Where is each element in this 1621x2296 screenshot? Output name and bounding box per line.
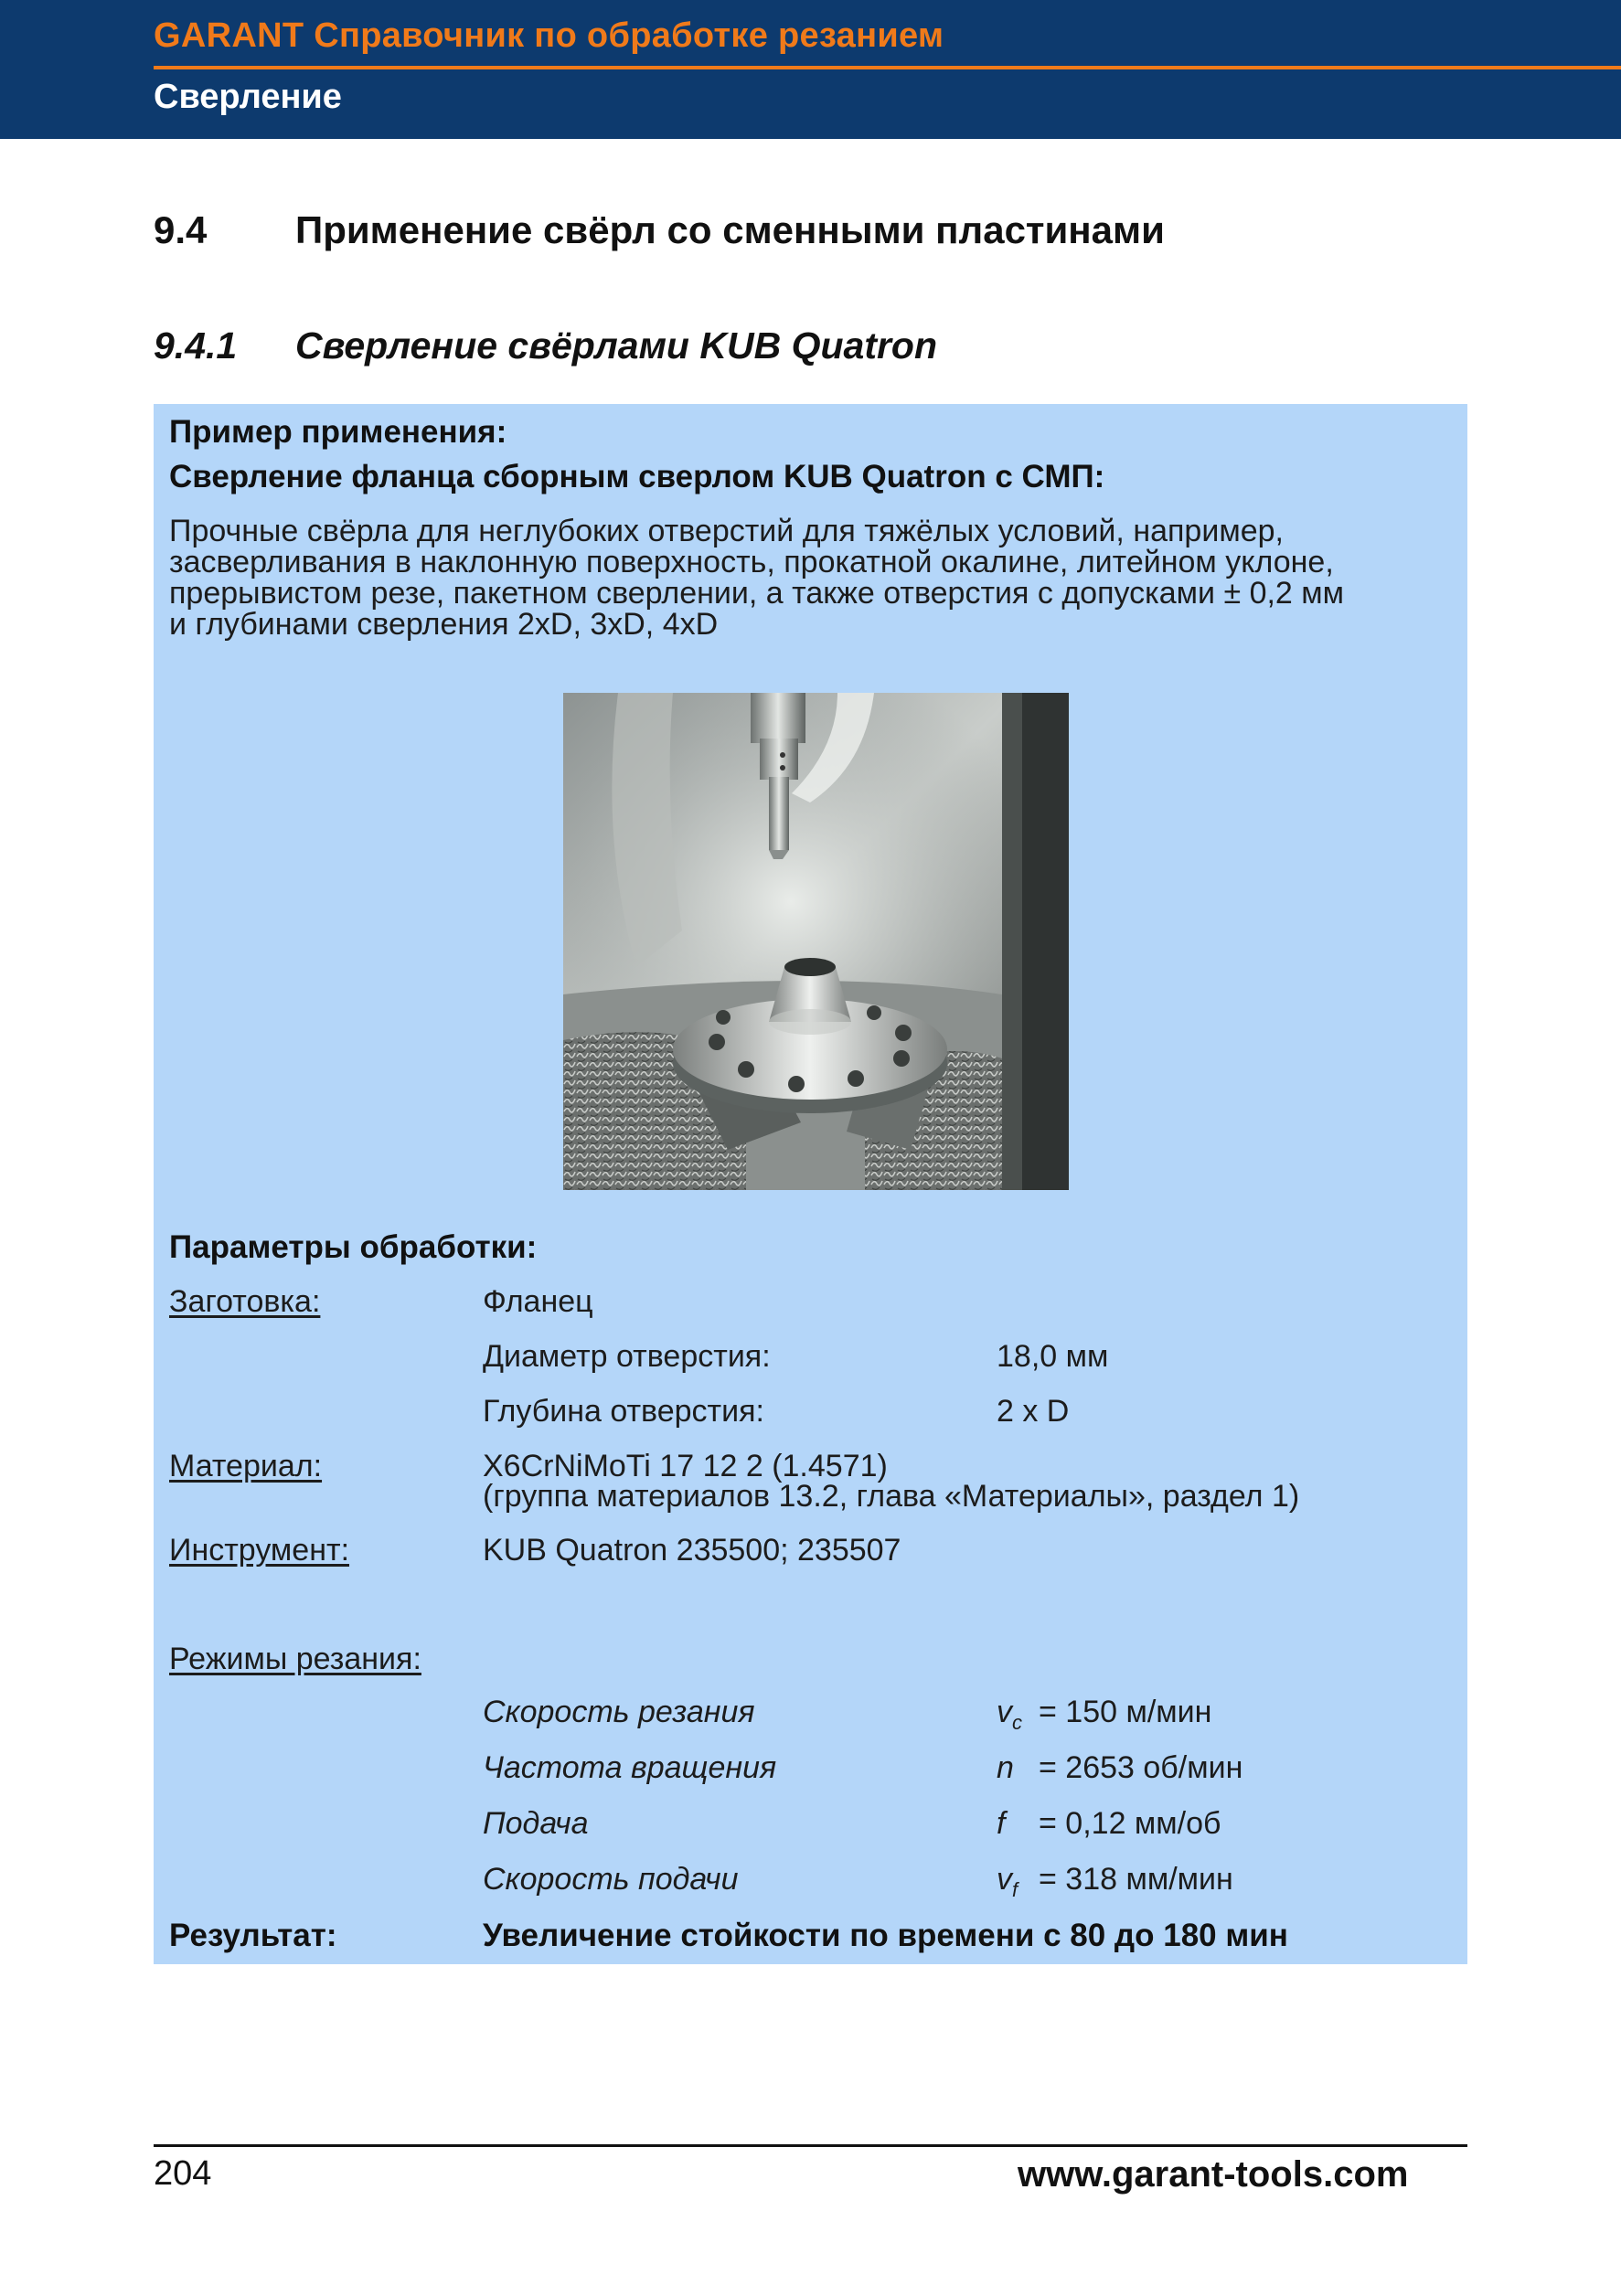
heading-number: 9.4 bbox=[154, 208, 208, 251]
example-title: Сверление фланца сборным сверлом KUB Quatron с СМП: bbox=[169, 459, 1105, 494]
subheading-number: 9.4.1 bbox=[154, 324, 238, 367]
mode-name: Частота вращения bbox=[483, 1750, 777, 1785]
mode-value: = 0,12 мм/об bbox=[1039, 1806, 1221, 1841]
footer-divider bbox=[154, 2144, 1467, 2147]
header-section: Сверление bbox=[154, 78, 342, 116]
mode-value: = 150 м/мин bbox=[1039, 1695, 1212, 1729]
params-title: Параметры обработки: bbox=[169, 1229, 538, 1265]
material-value: X6CrNiMoTi 17 12 2 (1.4571) bbox=[483, 1449, 888, 1483]
footer-url[interactable]: www.garant-tools.com bbox=[1018, 2154, 1409, 2195]
mode-name: Скорость резания bbox=[483, 1695, 755, 1729]
page-number: 204 bbox=[154, 2154, 212, 2193]
hole-depth-label: Глубина отверстия: bbox=[483, 1394, 764, 1429]
description-line: Прочные свёрла для неглубоких отверстий для тяжёлых условий, например, bbox=[169, 514, 1284, 548]
mode-value: = 318 мм/мин bbox=[1039, 1862, 1233, 1897]
mode-symbol: $v_c$ bbox=[997, 1695, 1022, 1734]
mode-name: Скорость подачи bbox=[483, 1862, 739, 1897]
example-label: Пример применения: bbox=[169, 414, 507, 450]
description-line: и глубинами сверления 2xD, 3xD, 4xD bbox=[169, 607, 719, 642]
hole-diameter-value: 18,0 мм bbox=[997, 1339, 1109, 1374]
description-line: прерывистом резе, пакетном сверлении, а также отверстия с допусками ± 0,2 мм bbox=[169, 576, 1345, 611]
result-value: Увеличение стойкости по времени с 80 до 180 мин bbox=[483, 1918, 1288, 1953]
hole-depth-value: 2 x D bbox=[997, 1394, 1070, 1429]
tool-label: Инструмент: bbox=[169, 1533, 350, 1568]
mode-symbol: f bbox=[997, 1806, 1006, 1841]
header-divider bbox=[154, 66, 1621, 69]
page-header bbox=[0, 0, 1621, 139]
description-line: засверливания в наклонную поверхность, прокатной окалине, литейном уклоне, bbox=[169, 545, 1334, 579]
header-title: GARANT Справочник по обработке резанием bbox=[154, 16, 944, 55]
cutting-modes-label: Режимы резания: bbox=[169, 1642, 421, 1676]
mode-name: Подача bbox=[483, 1806, 589, 1841]
mode-value: = 2653 об/мин bbox=[1039, 1750, 1243, 1785]
tool-value: KUB Quatron 235500; 235507 bbox=[483, 1533, 901, 1568]
workpiece-value: Фланец bbox=[483, 1284, 593, 1319]
workpiece-label: Заготовка: bbox=[169, 1284, 321, 1319]
material-group: (группа материалов 13.2, глава «Материалы», раздел 1) bbox=[483, 1479, 1300, 1514]
material-label: Материал: bbox=[169, 1449, 323, 1483]
heading-title: Применение свёрл со сменными пластинами bbox=[295, 208, 1165, 251]
result-label: Результат: bbox=[169, 1918, 337, 1953]
mode-symbol: $v_f$ bbox=[997, 1862, 1018, 1901]
hole-diameter-label: Диаметр отверстия: bbox=[483, 1339, 771, 1374]
subheading-title: Сверление свёрлами KUB Quatron bbox=[295, 324, 938, 367]
flange-drilling-photo bbox=[563, 693, 1069, 1190]
mode-symbol: n bbox=[997, 1750, 1014, 1785]
